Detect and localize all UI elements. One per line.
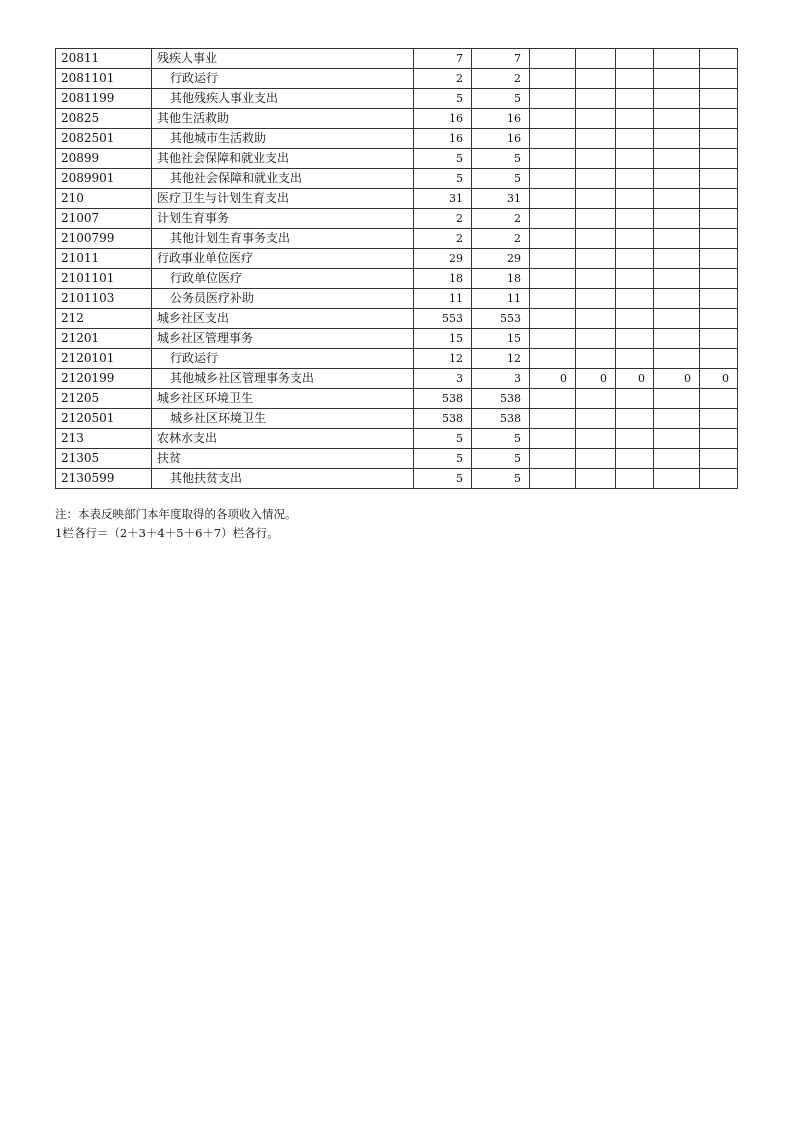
table-row: [56, 49, 738, 69]
amount-cell: [576, 349, 616, 369]
subject-code-cell: 20825: [56, 109, 152, 129]
amount-cell: [700, 69, 738, 89]
amount-cell: 15: [414, 329, 472, 349]
amount-cell: 0: [530, 369, 576, 389]
amount-cell: [654, 149, 700, 169]
amount-cell: 538: [472, 389, 530, 409]
amount-cell: 3: [472, 369, 530, 389]
amount-cell: [700, 429, 738, 449]
amount-cell: 5: [472, 149, 530, 169]
amount-cell: 0: [700, 369, 738, 389]
table-row: [56, 89, 738, 109]
amount-cell: [654, 349, 700, 369]
amount-cell: 12: [414, 349, 472, 369]
table-row: [56, 409, 738, 429]
amount-cell: [530, 109, 576, 129]
amount-cell: 11: [414, 289, 472, 309]
amount-cell: [654, 329, 700, 349]
subject-name-cell: 行政运行: [152, 349, 414, 369]
amount-cell: [576, 149, 616, 169]
amount-cell: [654, 69, 700, 89]
amount-cell: 2: [414, 229, 472, 249]
amount-cell: [700, 149, 738, 169]
amount-cell: 5: [414, 429, 472, 449]
amount-cell: [654, 449, 700, 469]
amount-cell: [576, 89, 616, 109]
amount-cell: 16: [414, 109, 472, 129]
amount-cell: [616, 249, 654, 269]
amount-cell: [700, 309, 738, 329]
amount-cell: [616, 149, 654, 169]
amount-cell: [530, 469, 576, 489]
amount-cell: [700, 349, 738, 369]
subject-name-cell: 医疗卫生与计划生育支出: [152, 189, 414, 209]
amount-cell: 553: [414, 309, 472, 329]
amount-cell: 5: [472, 469, 530, 489]
amount-cell: [576, 289, 616, 309]
amount-cell: [654, 249, 700, 269]
table-row: [56, 289, 738, 309]
amount-cell: [700, 449, 738, 469]
amount-cell: [654, 269, 700, 289]
amount-cell: [530, 209, 576, 229]
subject-name-cell: 残疾人事业: [152, 49, 414, 69]
amount-cell: 18: [414, 269, 472, 289]
amount-cell: [700, 209, 738, 229]
table-row: [56, 69, 738, 89]
amount-cell: [654, 469, 700, 489]
subject-code-cell: 2101101: [56, 269, 152, 289]
table-row: [56, 109, 738, 129]
amount-cell: [576, 69, 616, 89]
amount-cell: 7: [472, 49, 530, 69]
amount-cell: 5: [472, 169, 530, 189]
subject-name-cell: 其他社会保障和就业支出: [152, 149, 414, 169]
amount-cell: 11: [472, 289, 530, 309]
amount-cell: [700, 329, 738, 349]
subject-name-cell: 行政运行: [152, 69, 414, 89]
amount-cell: [530, 129, 576, 149]
amount-cell: [700, 229, 738, 249]
amount-cell: [616, 129, 654, 149]
amount-cell: [616, 49, 654, 69]
amount-cell: [530, 229, 576, 249]
subject-code-cell: 21007: [56, 209, 152, 229]
amount-cell: [616, 189, 654, 209]
amount-cell: [530, 449, 576, 469]
amount-cell: [616, 309, 654, 329]
subject-code-cell: 2130599: [56, 469, 152, 489]
amount-cell: [700, 469, 738, 489]
subject-name-cell: 其他社会保障和就业支出: [152, 169, 414, 189]
amount-cell: [576, 129, 616, 149]
subject-name-cell: 扶贫: [152, 449, 414, 469]
amount-cell: 538: [414, 409, 472, 429]
subject-code-cell: 20811: [56, 49, 152, 69]
subject-code-cell: 2082501: [56, 129, 152, 149]
amount-cell: [654, 129, 700, 149]
note-line-1: 注：本表反映部门本年度取得的各项收入情况。: [55, 507, 297, 521]
subject-code-cell: 21201: [56, 329, 152, 349]
table-row: [56, 229, 738, 249]
note-line-2: 1栏各行＝（2＋3＋4＋5＋6＋7）栏各行。: [55, 526, 279, 540]
amount-cell: [616, 109, 654, 129]
amount-cell: [530, 169, 576, 189]
amount-cell: 5: [472, 89, 530, 109]
amount-cell: [654, 229, 700, 249]
amount-cell: 5: [414, 449, 472, 469]
subject-code-cell: 21305: [56, 449, 152, 469]
amount-cell: [654, 429, 700, 449]
amount-cell: [530, 269, 576, 289]
amount-cell: [654, 189, 700, 209]
subject-code-cell: 20899: [56, 149, 152, 169]
subject-code-cell: 21011: [56, 249, 152, 269]
subject-name-cell: 行政事业单位医疗: [152, 249, 414, 269]
subject-name-cell: 其他生活救助: [152, 109, 414, 129]
amount-cell: 2: [414, 209, 472, 229]
amount-cell: [530, 149, 576, 169]
amount-cell: [616, 449, 654, 469]
amount-cell: 29: [472, 249, 530, 269]
amount-cell: [616, 429, 654, 449]
amount-cell: [530, 329, 576, 349]
amount-cell: [616, 289, 654, 309]
amount-cell: [700, 269, 738, 289]
table-row: [56, 349, 738, 369]
amount-cell: [530, 309, 576, 329]
amount-cell: [576, 329, 616, 349]
subject-code-cell: 2101103: [56, 289, 152, 309]
amount-cell: 5: [414, 89, 472, 109]
subject-name-cell: 计划生育事务: [152, 209, 414, 229]
amount-cell: [616, 269, 654, 289]
subject-name-cell: 行政单位医疗: [152, 269, 414, 289]
subject-code-cell: 2120101: [56, 349, 152, 369]
amount-cell: [576, 49, 616, 69]
table-notes: [55, 505, 297, 543]
subject-code-cell: 2081101: [56, 69, 152, 89]
table-row: [56, 369, 738, 389]
table-row: [56, 329, 738, 349]
amount-cell: 15: [472, 329, 530, 349]
subject-name-cell: 其他扶贫支出: [152, 469, 414, 489]
amount-cell: [616, 89, 654, 109]
amount-cell: [576, 189, 616, 209]
subject-name-cell: 公务员医疗补助: [152, 289, 414, 309]
amount-cell: 2: [472, 229, 530, 249]
amount-cell: [616, 209, 654, 229]
amount-cell: [530, 409, 576, 429]
amount-cell: [700, 249, 738, 269]
subject-name-cell: 城乡社区环境卫生: [152, 389, 414, 409]
amount-cell: [530, 429, 576, 449]
amount-cell: [654, 389, 700, 409]
table-row: [56, 249, 738, 269]
amount-cell: [530, 189, 576, 209]
table-row: [56, 189, 738, 209]
amount-cell: 16: [414, 129, 472, 149]
amount-cell: [576, 229, 616, 249]
amount-cell: 538: [414, 389, 472, 409]
amount-cell: [700, 89, 738, 109]
subject-code-cell: 2120501: [56, 409, 152, 429]
subject-name-cell: 其他计划生育事务支出: [152, 229, 414, 249]
subject-name-cell: 其他城市生活救助: [152, 129, 414, 149]
amount-cell: 31: [414, 189, 472, 209]
table-row: [56, 309, 738, 329]
amount-cell: [616, 329, 654, 349]
amount-cell: 31: [472, 189, 530, 209]
subject-code-cell: 21205: [56, 389, 152, 409]
table-row: [56, 429, 738, 449]
amount-cell: [700, 189, 738, 209]
amount-cell: [700, 409, 738, 429]
amount-cell: 538: [472, 409, 530, 429]
budget-table: [55, 48, 738, 489]
amount-cell: [576, 109, 616, 129]
amount-cell: [530, 89, 576, 109]
amount-cell: [616, 409, 654, 429]
amount-cell: 16: [472, 109, 530, 129]
amount-cell: 0: [616, 369, 654, 389]
amount-cell: [700, 49, 738, 69]
amount-cell: [576, 409, 616, 429]
amount-cell: [576, 469, 616, 489]
amount-cell: 5: [414, 469, 472, 489]
amount-cell: [700, 289, 738, 309]
amount-cell: [530, 389, 576, 409]
amount-cell: [700, 109, 738, 129]
amount-cell: 18: [472, 269, 530, 289]
amount-cell: [530, 49, 576, 69]
table-row: [56, 449, 738, 469]
amount-cell: 5: [472, 429, 530, 449]
table-body: [56, 49, 738, 489]
amount-cell: 2: [414, 69, 472, 89]
table-row: [56, 129, 738, 149]
amount-cell: [576, 389, 616, 409]
amount-cell: [700, 129, 738, 149]
amount-cell: [654, 309, 700, 329]
amount-cell: 29: [414, 249, 472, 269]
table-row: [56, 169, 738, 189]
amount-cell: 5: [414, 149, 472, 169]
table-row: [56, 209, 738, 229]
amount-cell: [654, 89, 700, 109]
subject-code-cell: 2081199: [56, 89, 152, 109]
amount-cell: 7: [414, 49, 472, 69]
amount-cell: 16: [472, 129, 530, 149]
amount-cell: [700, 389, 738, 409]
amount-cell: [616, 349, 654, 369]
table-row: [56, 389, 738, 409]
amount-cell: [654, 49, 700, 69]
amount-cell: 2: [472, 209, 530, 229]
amount-cell: [654, 209, 700, 229]
amount-cell: 553: [472, 309, 530, 329]
amount-cell: [530, 349, 576, 369]
amount-cell: [616, 469, 654, 489]
subject-name-cell: 城乡社区管理事务: [152, 329, 414, 349]
amount-cell: [616, 389, 654, 409]
amount-cell: [616, 229, 654, 249]
amount-cell: [654, 109, 700, 129]
subject-code-cell: 212: [56, 309, 152, 329]
subject-name-cell: 城乡社区环境卫生: [152, 409, 414, 429]
subject-name-cell: 城乡社区支出: [152, 309, 414, 329]
amount-cell: [576, 269, 616, 289]
amount-cell: [576, 169, 616, 189]
table-row: [56, 469, 738, 489]
subject-name-cell: 其他城乡社区管理事务支出: [152, 369, 414, 389]
amount-cell: [654, 409, 700, 429]
amount-cell: [616, 169, 654, 189]
amount-cell: [530, 289, 576, 309]
amount-cell: [576, 209, 616, 229]
amount-cell: 5: [414, 169, 472, 189]
amount-cell: [530, 249, 576, 269]
table-row: [56, 269, 738, 289]
amount-cell: [576, 429, 616, 449]
amount-cell: [576, 309, 616, 329]
amount-cell: [654, 169, 700, 189]
amount-cell: [576, 249, 616, 269]
amount-cell: 3: [414, 369, 472, 389]
amount-cell: 0: [576, 369, 616, 389]
table-row: [56, 149, 738, 169]
amount-cell: 5: [472, 449, 530, 469]
amount-cell: 0: [654, 369, 700, 389]
amount-cell: [530, 69, 576, 89]
subject-name-cell: 农林水支出: [152, 429, 414, 449]
subject-name-cell: 其他残疾人事业支出: [152, 89, 414, 109]
amount-cell: [576, 449, 616, 469]
amount-cell: [700, 169, 738, 189]
subject-code-cell: 2120199: [56, 369, 152, 389]
amount-cell: 2: [472, 69, 530, 89]
amount-cell: [654, 289, 700, 309]
subject-code-cell: 213: [56, 429, 152, 449]
subject-code-cell: 2089901: [56, 169, 152, 189]
amount-cell: [616, 69, 654, 89]
subject-code-cell: 210: [56, 189, 152, 209]
amount-cell: 12: [472, 349, 530, 369]
subject-code-cell: 2100799: [56, 229, 152, 249]
